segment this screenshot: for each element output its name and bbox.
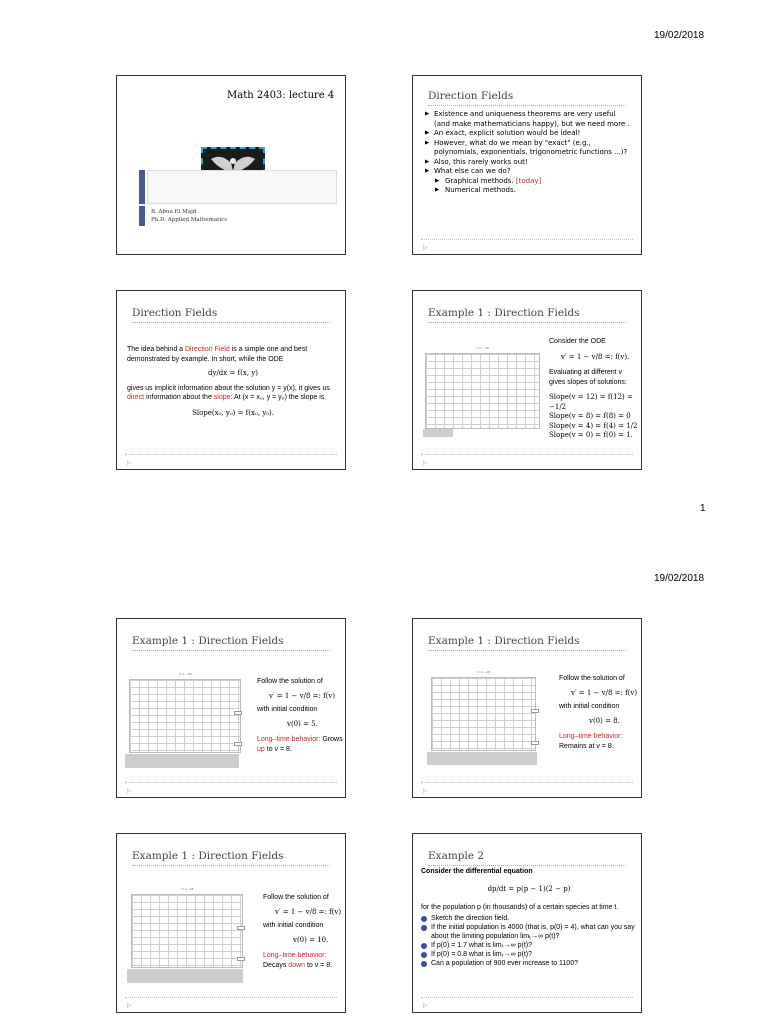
initial-condition: v(0) = 5. — [287, 719, 318, 728]
slide-title: Example 2 — [428, 850, 485, 862]
slide-title: Example 1 : Direction Fields — [132, 850, 284, 862]
slope-line: Slope(v = 0) = f(0) = 1. — [549, 431, 633, 439]
nav-arrow-icon: ▷ — [127, 788, 132, 794]
slide-body — [559, 674, 641, 751]
plot-caption — [127, 969, 243, 983]
text-line: Consider the ODE — [549, 338, 606, 345]
bullet-item: ▶ Also, this rarely works out! — [425, 158, 631, 168]
text-span: to v = 8. — [266, 745, 292, 753]
direct-term: direct — [127, 394, 145, 401]
slide-body — [257, 677, 345, 754]
slide-body — [549, 337, 641, 441]
question-item: Can a population of 900 ever increase to 1100? — [421, 959, 637, 968]
nav-arrow-icon: ▷ — [127, 460, 132, 466]
page-date: 19/02/2018 — [654, 30, 705, 41]
bullet-item: ▶ What else can we do? — [425, 167, 631, 177]
text-line: Consider the differential equation — [421, 868, 533, 875]
plot-marker — [237, 957, 245, 961]
bullet-list — [425, 110, 631, 196]
text-span: is a simple one and best — [231, 346, 308, 353]
slide-example-2 — [412, 833, 642, 1013]
slide-title: Direction Fields — [132, 307, 218, 319]
nav-arrow-icon: ▷ — [127, 1003, 132, 1009]
text-line — [263, 961, 345, 971]
plot-marker — [531, 709, 539, 713]
slide-example-1-slopes — [412, 290, 642, 470]
question-item: If the initial population is 4000 (that is, p(0) = 4), what can you say about the limiting population limₜ→∞ p(t)? — [421, 923, 637, 941]
text-line: Remains at v = 8. — [559, 742, 614, 750]
text-span: The idea behind a — [127, 346, 184, 353]
text-line: with initial condition — [263, 922, 324, 929]
slide-direction-fields-intro — [412, 75, 642, 255]
sub-bullet-text: Graphical methods. — [445, 176, 514, 185]
text-span: to v = 8. — [306, 961, 333, 969]
footer-rule — [125, 782, 337, 783]
text-line: Evaluating at different v — [549, 369, 623, 376]
direction-field-plot — [129, 672, 241, 753]
long-time-label: Long–time behavior: — [559, 733, 623, 740]
slide-example-1-remains — [412, 618, 642, 798]
ode-equation: v′ = 1 − v/8 =: f(v) — [269, 691, 336, 700]
author-name: B. Abou El Majd — [151, 209, 197, 215]
text-line: gives slopes of solutions: — [549, 378, 627, 386]
ode-equation: v′ = 1 − v/8 =: f(v) — [275, 907, 342, 916]
slide-body — [127, 345, 339, 418]
ode-equation: dy/dx = f(x, y) — [208, 369, 258, 377]
text-span: : At (x = x₀, y = y₀) the slope is — [230, 394, 325, 401]
bullet-item: ▶ However, what do we mean by "exact" (e.g., polynomials, exponentials, trigonometric functions ...)? — [425, 139, 631, 158]
direction-term: up — [257, 745, 265, 753]
slide-title: Example 1 : Direction Fields — [132, 635, 284, 647]
today-tag: [today] — [515, 176, 542, 185]
author-affiliation: Ph.D. Applied Mathematics — [151, 217, 228, 223]
plot-marker — [234, 711, 242, 715]
text-line: Follow the solution of — [257, 678, 323, 685]
sub-bullet-item: ▶ Numerical methods. — [425, 186, 631, 196]
footer-rule — [421, 454, 633, 455]
title-band — [147, 170, 337, 204]
long-time-label: Long–time behavior: — [263, 952, 327, 959]
ode-equation: v′ = 1 − v/8 =: f(v). — [561, 352, 630, 361]
direction-field-plot — [431, 670, 536, 751]
slide-title: Example 1 : Direction Fields — [428, 635, 580, 647]
bullet-item: ▶ An exact, explicit solution would be ideal! — [425, 129, 631, 139]
title-rule — [132, 322, 330, 323]
slide-title: Direction Fields — [428, 90, 514, 102]
title-rule — [428, 322, 626, 323]
footer-rule — [125, 454, 337, 455]
slide-title-page — [116, 75, 346, 255]
text-line: with initial condition — [257, 706, 318, 713]
plot-marker — [237, 926, 245, 930]
title-rule — [428, 650, 626, 651]
slide-body — [421, 867, 637, 968]
slide-example-1-grows — [116, 618, 346, 798]
plot-label: f = 1 - v/8 — [477, 670, 490, 674]
slope-line: Slope(v = 8) = f(8) = 0 — [549, 412, 631, 420]
initial-condition: v(0) = 10. — [293, 935, 329, 944]
plot-label: f = 1 - v/8 — [178, 672, 192, 676]
page-number: 1 — [700, 503, 706, 514]
slide-title: Example 1 : Direction Fields — [428, 307, 580, 319]
text-line: demonstrated by example. In short, while the ODE — [127, 355, 284, 363]
footer-rule — [421, 782, 633, 783]
nav-arrow-icon: ▷ — [423, 1003, 428, 1009]
plot-marker — [234, 742, 242, 746]
text-span: Grows — [322, 736, 343, 743]
slope-line: Slope(v = 12) = f(12) = −1/2 — [549, 393, 633, 411]
plot-caption — [427, 752, 537, 765]
slide-body — [263, 893, 345, 970]
direction-field-term: Direction Field — [185, 346, 230, 353]
plot-label: f = 1 - v/8 — [476, 346, 489, 350]
page-date: 19/02/2018 — [654, 573, 705, 584]
title-rule — [132, 650, 330, 651]
slope-line: Slope(v = 4) = f(4) = 1/2 — [549, 421, 638, 430]
title-rule — [132, 865, 330, 866]
nav-arrow-icon: ▷ — [423, 788, 428, 794]
slide-example-1-decays — [116, 833, 346, 1013]
nav-arrow-icon: ▷ — [423, 460, 428, 466]
text-line: for the population p (in thousands) of a certain species at time t. — [421, 904, 619, 911]
text-line — [127, 345, 339, 355]
ode-equation: v′ = 1 − v/8 =: f(v) — [571, 688, 638, 697]
title-bar-lower — [139, 206, 145, 226]
sub-bullet-item — [425, 177, 631, 187]
footer-rule — [421, 997, 633, 998]
title-bar — [139, 170, 145, 204]
text-line — [257, 735, 345, 745]
slope-term: slope — [213, 394, 231, 401]
text-span: information about the — [146, 394, 212, 401]
question-item: Sketch the direction field. — [421, 914, 637, 923]
nav-arrow-icon: ▷ — [423, 245, 428, 251]
title-rule — [428, 105, 626, 106]
slope-equation: Slope(x₀, y₀) = f(x₀, y₀). — [192, 408, 274, 417]
plot-label: f = 1 - v/8 — [180, 887, 194, 891]
text-line — [257, 745, 345, 755]
direction-field-plot — [131, 887, 243, 968]
question-item: If p(0) = 1.7 what is limₜ→∞ p(t)? — [421, 941, 637, 950]
text-line: Follow the solution of — [559, 675, 625, 682]
plot-caption — [125, 754, 239, 768]
text-line: Follow the solution of — [263, 894, 329, 901]
text-span: Decays — [263, 961, 287, 969]
question-item: If p(0) = 0.8 what is limₜ→∞ p(t)? — [421, 950, 637, 959]
plot-marker — [531, 741, 539, 745]
text-line: gives us implicit information about the solution y = y(x), it gives us — [127, 384, 330, 392]
direction-field-plot — [425, 346, 540, 429]
direction-term: down — [288, 961, 306, 969]
plot-caption — [423, 429, 453, 437]
slide-title: Math 2403: lecture 4 — [227, 90, 335, 101]
bullet-item: ▶ Existence and uniqueness theorems are very useful (and make mathematicians happy), but we need more . — [425, 110, 631, 129]
slide-direction-fields-idea — [116, 290, 346, 470]
title-rule — [428, 865, 626, 866]
text-line — [127, 393, 339, 403]
footer-rule — [125, 997, 337, 998]
text-line: with initial condition — [559, 703, 620, 710]
footer-rule — [421, 239, 633, 240]
initial-condition: v(0) = 8. — [589, 716, 620, 725]
long-time-label: Long–time behavior: — [257, 736, 321, 743]
ode-equation: dp/dt = p(p − 1)(2 − p) — [487, 885, 571, 893]
